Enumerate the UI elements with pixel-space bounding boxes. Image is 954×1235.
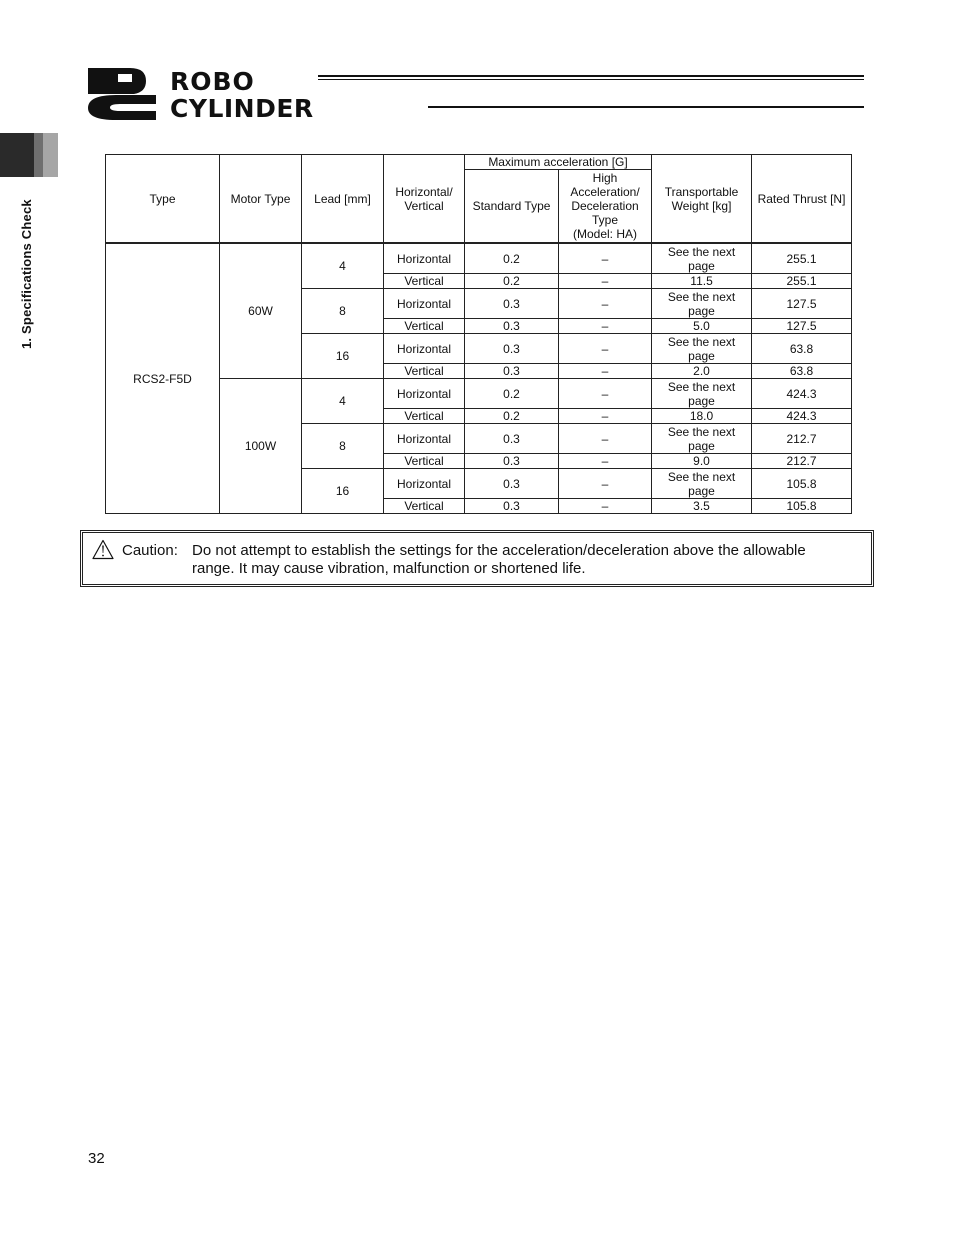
logo-line2: CYLINDER: [170, 94, 314, 122]
header-type: Type: [106, 155, 220, 244]
lead-cell: 4: [302, 379, 384, 424]
thrust-cell: 424.3: [752, 409, 852, 424]
motor-cell: 100W: [220, 379, 302, 514]
std-cell: 0.3: [465, 424, 559, 454]
weight-cell: See the next page: [652, 469, 752, 499]
orient-cell: Vertical: [384, 274, 465, 289]
weight-cell: 3.5: [652, 499, 752, 514]
thrust-cell: 255.1: [752, 243, 852, 274]
ha-cell: –: [559, 469, 652, 499]
thrust-cell: 63.8: [752, 364, 852, 379]
chapter-label-text: 1. Specifications Check: [19, 199, 34, 349]
thrust-cell: 127.5: [752, 289, 852, 319]
lead-cell: 8: [302, 424, 384, 469]
header-orientation: Horizontal/ Vertical: [384, 155, 465, 244]
header-thrust: Rated Thrust [N]: [752, 155, 852, 244]
thrust-cell: 212.7: [752, 424, 852, 454]
page-number: 32: [88, 1150, 105, 1167]
ha-cell: –: [559, 409, 652, 424]
header-rule: [428, 106, 864, 108]
table-row: [106, 243, 852, 274]
motor-cell: 60W: [220, 243, 302, 379]
header-high-accel: High Acceleration/ Deceleration Type (Model: HA): [559, 170, 652, 244]
std-cell: 0.2: [465, 243, 559, 274]
std-cell: 0.2: [465, 409, 559, 424]
std-cell: 0.3: [465, 319, 559, 334]
thrust-cell: 424.3: [752, 379, 852, 409]
thrust-cell: 255.1: [752, 274, 852, 289]
header-max-accel: Maximum acceleration [G]: [465, 155, 652, 170]
ha-cell: –: [559, 379, 652, 409]
std-cell: 0.3: [465, 454, 559, 469]
ha-cell: –: [559, 364, 652, 379]
header-standard: Standard Type: [465, 170, 559, 244]
std-cell: 0.3: [465, 469, 559, 499]
orient-cell: Vertical: [384, 499, 465, 514]
weight-cell: 18.0: [652, 409, 752, 424]
weight-cell: See the next page: [652, 334, 752, 364]
weight-cell: See the next page: [652, 379, 752, 409]
weight-cell: 9.0: [652, 454, 752, 469]
std-cell: 0.2: [465, 274, 559, 289]
thrust-cell: 105.8: [752, 469, 852, 499]
header-lead: Lead [mm]: [302, 155, 384, 244]
orient-cell: Vertical: [384, 364, 465, 379]
ha-cell: –: [559, 424, 652, 454]
warning-triangle-icon: [92, 539, 114, 560]
header-rule: [318, 75, 864, 77]
logo-line1: ROBO: [170, 67, 255, 96]
thrust-cell: 63.8: [752, 334, 852, 364]
std-cell: 0.3: [465, 334, 559, 364]
orient-cell: Horizontal: [384, 243, 465, 274]
thrust-cell: 127.5: [752, 319, 852, 334]
header-rule: [318, 79, 864, 80]
ha-cell: –: [559, 499, 652, 514]
spec-table: [105, 154, 852, 514]
orient-cell: Horizontal: [384, 334, 465, 364]
header-motor-type: Motor Type: [220, 155, 302, 244]
orient-cell: Horizontal: [384, 469, 465, 499]
header-weight: Transportable Weight [kg]: [652, 155, 752, 244]
weight-cell: 2.0: [652, 364, 752, 379]
orient-cell: Horizontal: [384, 379, 465, 409]
chapter-tab: [0, 133, 58, 177]
lead-cell: 16: [302, 469, 384, 514]
lead-cell: 4: [302, 243, 384, 289]
lead-cell: 16: [302, 334, 384, 379]
caution-label: Caution:: [122, 542, 178, 559]
chapter-label: [19, 189, 37, 349]
weight-cell: See the next page: [652, 243, 752, 274]
orient-cell: Horizontal: [384, 289, 465, 319]
ha-cell: –: [559, 274, 652, 289]
thrust-cell: 212.7: [752, 454, 852, 469]
thrust-cell: 105.8: [752, 499, 852, 514]
orient-cell: Horizontal: [384, 424, 465, 454]
caution-box: [80, 530, 874, 587]
ha-cell: –: [559, 319, 652, 334]
ha-cell: –: [559, 454, 652, 469]
std-cell: 0.3: [465, 499, 559, 514]
ha-cell: –: [559, 334, 652, 364]
weight-cell: 5.0: [652, 319, 752, 334]
weight-cell: See the next page: [652, 424, 752, 454]
lead-cell: 8: [302, 289, 384, 334]
orient-cell: Vertical: [384, 319, 465, 334]
weight-cell: See the next page: [652, 289, 752, 319]
std-cell: 0.3: [465, 289, 559, 319]
ha-cell: –: [559, 243, 652, 274]
weight-cell: 11.5: [652, 274, 752, 289]
ha-cell: –: [559, 289, 652, 319]
orient-cell: Vertical: [384, 454, 465, 469]
type-cell: RCS2-F5D: [106, 243, 220, 514]
std-cell: 0.3: [465, 364, 559, 379]
std-cell: 0.2: [465, 379, 559, 409]
orient-cell: Vertical: [384, 409, 465, 424]
caution-text: Do not attempt to establish the settings for the acceleration/deceleration above the allowable range. It may cause vibration, malfunction or shortened life.: [192, 542, 806, 577]
